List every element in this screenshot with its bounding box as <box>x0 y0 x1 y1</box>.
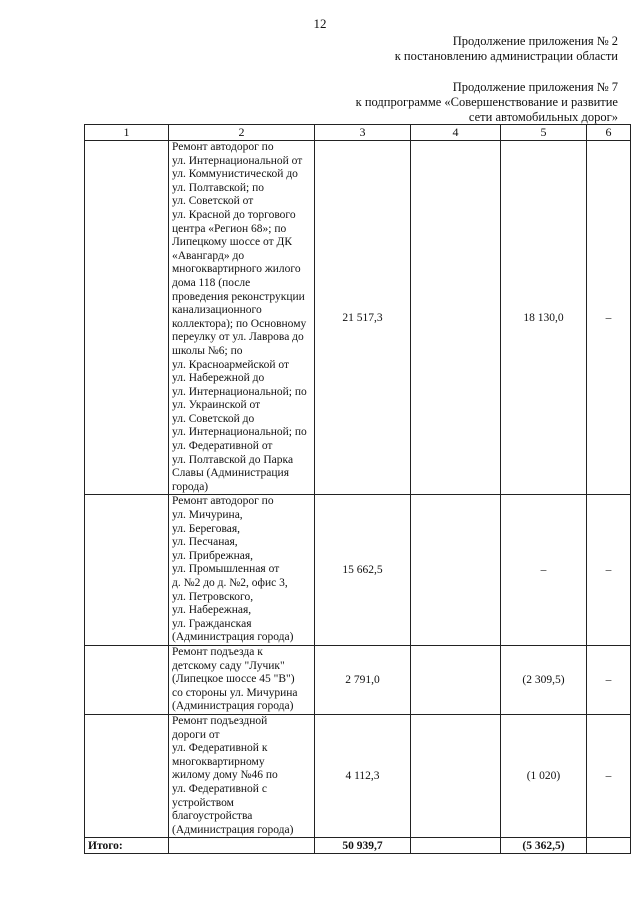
description-line: ул. Советской от <box>172 195 254 208</box>
row-description <box>169 645 315 714</box>
total-label: Итого: <box>85 838 169 854</box>
row-description <box>169 495 315 646</box>
page-number: 12 <box>313 16 327 31</box>
description-line: Славы (Администрация <box>172 467 289 480</box>
row-description <box>169 714 315 837</box>
table-row <box>85 645 631 714</box>
row-value-4 <box>411 714 501 837</box>
row-value-3: 4 112,3 <box>315 714 411 837</box>
description-line: коллектора); по Основному <box>172 317 307 330</box>
description-line: «Авангард» до <box>172 249 245 262</box>
description-line: ул. Песчаная, <box>172 536 238 549</box>
row-description <box>169 141 315 495</box>
description-line: ул. Федеративной от <box>172 440 273 453</box>
description-line: (Администрация города) <box>172 700 294 713</box>
description-line: ул. Набережная, <box>172 604 252 617</box>
description-line: Липецкому шоссе от ДК <box>172 236 293 249</box>
row-value-6: – <box>587 495 631 646</box>
row-value-4 <box>411 495 501 646</box>
total-cell-2 <box>169 838 315 854</box>
total-value-3: 50 939,7 <box>315 838 411 854</box>
column-header-5: 5 <box>501 125 587 141</box>
row-value-3: 15 662,5 <box>315 495 411 646</box>
description-line: дома 118 (после <box>172 276 251 289</box>
description-line: центра «Регион 68»; по <box>172 222 287 235</box>
description-line: ул. Полтавской; по <box>172 181 264 194</box>
description-line: проведения реконструкции <box>172 290 305 303</box>
appendix-header-2-line1: Продолжение приложения № 2 <box>452 34 618 48</box>
row-value-6: – <box>587 141 631 495</box>
description-line: ул. Красноармейской от <box>172 358 289 371</box>
row-value-4 <box>411 141 501 495</box>
description-line: ул. Мичурина, <box>172 509 243 522</box>
row-value-6: – <box>587 714 631 837</box>
description-line: ул. Гражданская <box>172 617 252 630</box>
description-line: ул. Интернациональной; по <box>172 426 307 439</box>
row-value-5: (1 020) <box>501 714 587 837</box>
description-line: дороги от <box>172 728 220 741</box>
description-line: школы №6; по <box>172 344 243 357</box>
description-line: ул. Красной до торгового <box>172 208 296 221</box>
description-line: города) <box>172 480 209 493</box>
total-cell-4 <box>411 838 501 854</box>
description-line: многоквартирному <box>172 755 265 768</box>
appendix-header-7-line2: к подпрограмме «Совершенствование и развитие <box>355 95 618 109</box>
description-line: многоквартирного жилого <box>172 263 301 276</box>
description-line: ул. Промышленная от <box>172 563 280 576</box>
row-col-1 <box>85 141 169 495</box>
description-line: ул. Набережной до <box>172 372 265 385</box>
description-line: ул. Украинской от <box>172 399 261 412</box>
description-line: Ремонт автодорог по <box>172 495 274 508</box>
row-col-1 <box>85 645 169 714</box>
table-row <box>85 714 631 837</box>
row-value-5: (2 309,5) <box>501 645 587 714</box>
description-line: ул. Береговая, <box>172 522 241 535</box>
description-line: (Липецкое шоссе 45 "В") <box>172 673 295 686</box>
column-header-6: 6 <box>587 125 631 141</box>
description-line: устройством <box>172 796 234 809</box>
total-value-5: (5 362,5) <box>501 838 587 854</box>
table-header-row <box>85 125 631 141</box>
row-value-3: 21 517,3 <box>315 141 411 495</box>
description-line: ул. Коммунистической до <box>172 168 298 181</box>
description-line: Ремонт подъезда к <box>172 645 263 658</box>
column-header-4: 4 <box>411 125 501 141</box>
description-line: ул. Федеративной к <box>172 742 268 755</box>
row-value-6: – <box>587 645 631 714</box>
description-line: ул. Интернациональной от <box>172 154 303 167</box>
description-line: ул. Советской до <box>172 412 255 425</box>
row-col-1 <box>85 714 169 837</box>
appendix-header-7-line1: Продолжение приложения № 7 <box>452 80 618 94</box>
description-line: Ремонт подъездной <box>172 714 268 727</box>
column-header-1: 1 <box>85 125 169 141</box>
description-line: (Администрация города) <box>172 631 294 644</box>
description-line: детскому саду "Лучик" <box>172 659 285 672</box>
appendix-header-7 <box>356 80 618 125</box>
column-header-3: 3 <box>315 125 411 141</box>
row-col-1 <box>85 495 169 646</box>
total-row <box>85 838 631 854</box>
description-line: ул. Прибрежная, <box>172 549 254 562</box>
description-line: д. №2 до д. №2, офис 3, <box>172 577 288 589</box>
row-value-4 <box>411 645 501 714</box>
column-header-2: 2 <box>169 125 315 141</box>
table-row <box>85 141 631 495</box>
table-row <box>85 495 631 646</box>
description-line: жилому дому №46 по <box>172 769 278 782</box>
appendix-header-2-line2: к постановлению администрации области <box>394 49 618 63</box>
description-line: канализационного <box>172 304 262 317</box>
row-value-5: – <box>501 495 587 646</box>
appendix-header-7-line3: сети автомобильных дорог» <box>468 110 618 124</box>
description-line: ул. Федеративной с <box>172 782 267 795</box>
total-cell-6 <box>587 838 631 854</box>
description-line: ул. Полтавской до Парка <box>172 453 294 466</box>
description-line: (Администрация города) <box>172 823 294 836</box>
description-line: ул. Петровского, <box>172 590 254 603</box>
description-line: переулку от ул. Лаврова до <box>172 331 304 344</box>
description-line: со стороны ул. Мичурина <box>172 686 298 699</box>
description-line: Ремонт автодорог по <box>172 141 274 153</box>
appendix-header-2 <box>395 34 618 64</box>
description-line: благоустройства <box>172 810 253 823</box>
row-value-3: 2 791,0 <box>315 645 411 714</box>
row-value-5: 18 130,0 <box>501 141 587 495</box>
program-table <box>84 124 631 854</box>
description-line: ул. Интернациональной; по <box>172 385 307 398</box>
